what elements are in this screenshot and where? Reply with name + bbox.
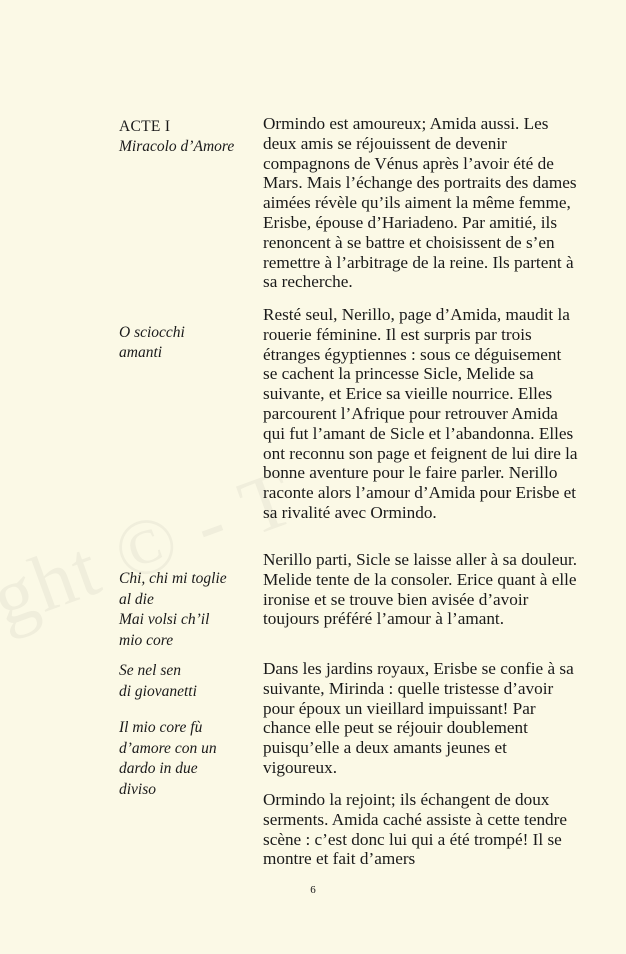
aria-label-il-mio-core: Il mio core fù d’amore con un dardo in due diviso [119,719,217,798]
synopsis-paragraph: Dans les jardins royaux, Erisbe se confie à sa suivante, Mirinda : quelle tristesse d’avoir pour époux un vieillard impuissant! Par chance elle peut se réjouir doublement puisqu’elle a deux amants jeunes et vigoureux. [263,659,574,777]
synopsis-paragraph: Ormindo est amoureux; Amida aussi. Les deux amis se réjouissent de devenir compagnons de Vénus après l’avoir été de Mars. Mais l’échange des portraits des dames aimées révèle qu’ils aiment la même femme, Erisbe, épouse d’Hariadeno. Par amitié, ils renoncent à se battre et choisissent de s’en remettre à l’arbitrage de la reine. Ils partent à sa recherche. [263,114,577,292]
synopsis-paragraph: Resté seul, Nerillo, page d’Amida, maudit la rouerie féminine. Il est surpris par trois étranges égyptiennes : sous ce déguisement se cachent la princesse Sicle, Melide sa suivante, et Erice sa vieille nourrice. Elles parcourent l’Afrique pour retrouver Amida qui fut l’amant de Sicle et l’abandonna. Elles ont reconnu son page et feignent de lui dire la bonne aventure pour le faire parler. Nerillo raconte alors l’amour d’Amida pour Erisbe et sa rivalité avec Ormindo. [263,305,578,522]
act-number: ACTE I [119,118,171,135]
aria-label-se-nel-sen: Se nel sen di giovanetti [119,662,197,700]
synopsis-paragraph: Nerillo parti, Sicle se laisse aller à sa douleur. Melide tente de la consoler. Erice quant à elle ironise et se trouve bien avisée d’avoir toujours préféré l’amour à l’amant. [263,550,578,629]
act-subtitle: Miracolo d’Amore [119,137,235,155]
aria-label-o-sciocchi: O sciocchi amanti [119,324,185,361]
synopsis-paragraph: Ormindo la rejoint; ils échangent de doux serments. Amida caché assiste à cette tendre scène : c’est donc lui qui a été trompé! Il se montre et fait d’amers [263,790,567,869]
aria-label-chi-mi-toglie: Chi, chi mi toglie al die Mai volsi ch’il mio core [119,570,227,649]
page-number: 6 [310,884,316,896]
act-heading [119,117,254,156]
